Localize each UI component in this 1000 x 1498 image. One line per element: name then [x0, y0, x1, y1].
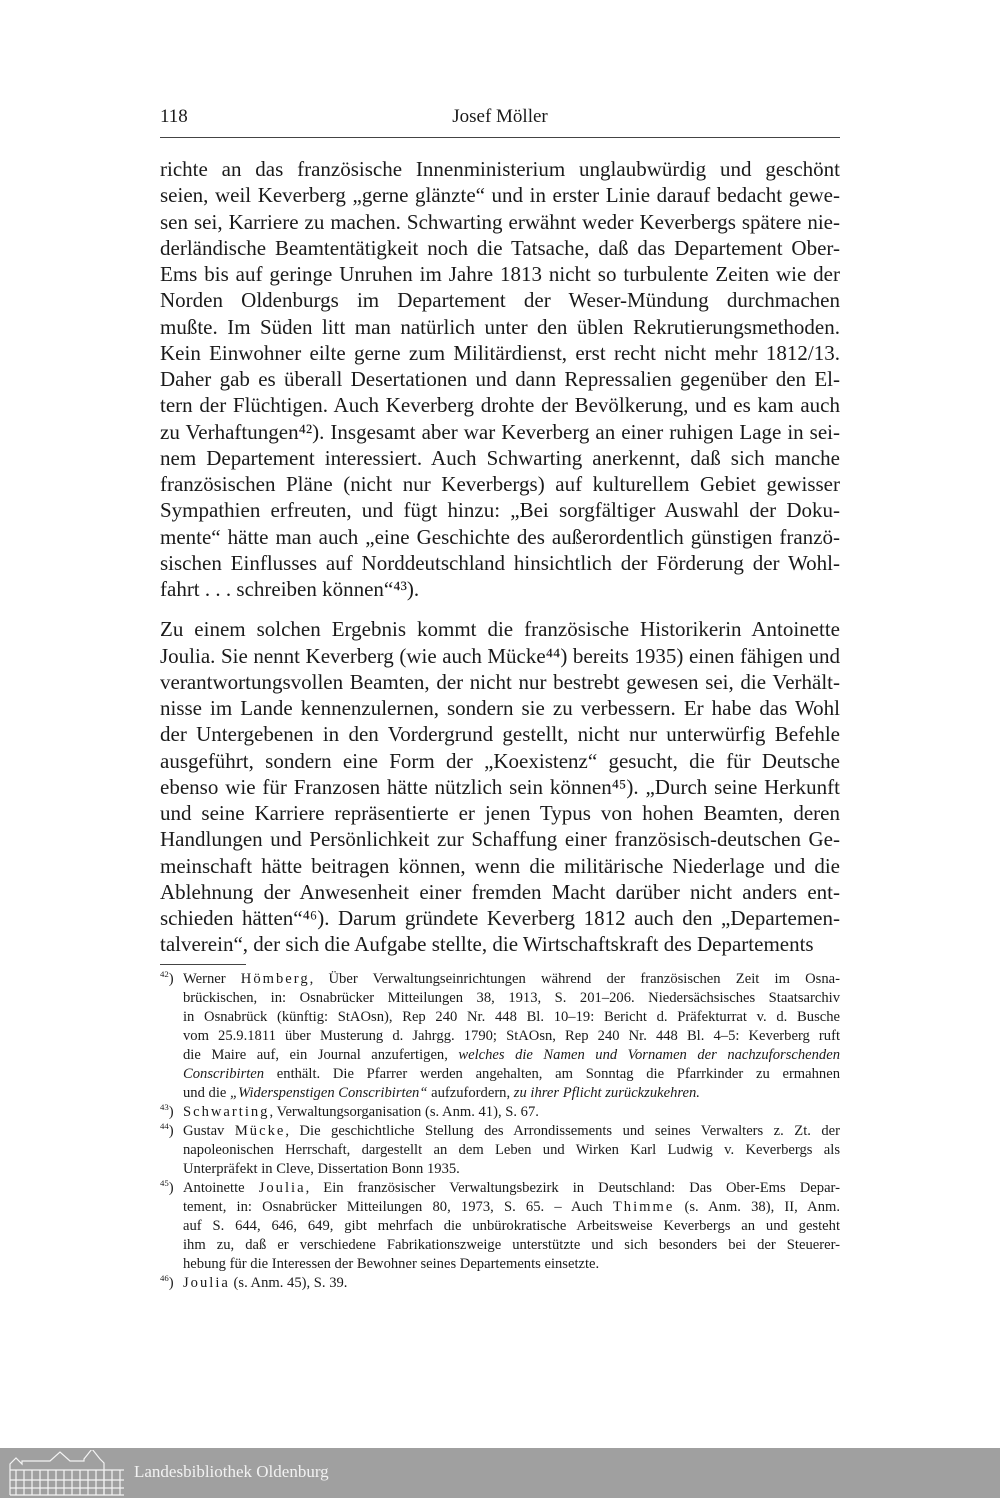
- text-line: derländische Beamtentätigkeit noch die Tatsache, daß das Departement Ober-: [160, 235, 840, 260]
- footnote-text: die Maire auf, ein Journal anzufertigen,: [183, 1047, 459, 1063]
- text-line: Norden Oldenburgs im Departement der Weser-Mündung durchmachen: [160, 288, 840, 313]
- footnote-line: [183, 1046, 840, 1065]
- text-line: Ablehnung der Anwesenheit einer fremden Macht darüber nicht anders ent-: [160, 879, 840, 904]
- text-line: richte an das französische Innenministerium unglaubwürdig und geschönt: [160, 157, 840, 181]
- italic-text: Conscribirten: [183, 1066, 265, 1082]
- footnote-text: ihm zu, daß er verschiedene Fabrikationszweige unterstützte und sich besonders bei der Steuerer-: [183, 1237, 840, 1253]
- footnote-line: [183, 989, 840, 1008]
- author-name: Schwarting: [183, 1104, 270, 1120]
- footnote: [160, 1179, 840, 1274]
- footnote-text: , Ein französischer Verwaltungsbezirk in Deutschland: Das Ober-Ems Depar-: [305, 1180, 840, 1196]
- text-line: Ems bis auf geringe Unruhen im Jahre 1813 nicht so turbulente Zeiten wie der: [160, 262, 840, 286]
- footnote-text: auf S. 644, 646, 649, gibt mehrfach die unbürokratische Arbeitsweise Keverbergs an und gesteht: [183, 1218, 840, 1234]
- footnote-text: enthält. Die Pfarrer werden angehalten, am Sonntag die Pfarrkinder zu ermahnen: [264, 1066, 840, 1082]
- footnote-text: tement, in: Osnabrücker Mitteilungen 80, 1973, S. 65. – Auch: [183, 1199, 613, 1215]
- author-name: Hömberg: [240, 971, 310, 987]
- text-line: Daher gab es überall Desertationen und dann Repressalien gegenüber den El-: [160, 367, 840, 391]
- text-line: verantwortungsvollen Beamten, der nicht nur bestrebt gewesen sei, die Verhält-: [160, 669, 840, 694]
- text-line: Joulia. Sie nennt Keverberg (wie auch Mücke⁴⁴) bereits 1935) einen fähigen und: [160, 643, 840, 668]
- footnote-number: $^{46}$): [160, 1273, 174, 1291]
- footnote-text: Gustav: [183, 1123, 235, 1139]
- main-text: [160, 156, 840, 972]
- text-line: Handlungen und Persönlichkeit zur Schaffung einer französisch-deutschen Ge-: [160, 827, 840, 852]
- text-line: nisse im Lande kennenzulernen, sondern sie zu verbessern. Er habe das Wohl: [160, 696, 840, 720]
- text-line: Zu einem solchen Ergebnis kommt die französische Historikerin Antoinette: [160, 617, 840, 642]
- footnote-text: , Verwaltungsorganisation (s. Anm. 41), S. 67.: [269, 1104, 539, 1120]
- footnote-text: (s. Anm. 38), II, Anm.: [674, 1199, 841, 1215]
- library-name: Landesbibliothek Oldenburg: [134, 1462, 329, 1481]
- author-name: Joulia: [258, 1180, 306, 1196]
- footnote-text: napoleonischen Herrschaft, dargestellt an dem Leben und Wirken Karl Ludwig v. Keverbergs als: [183, 1142, 840, 1158]
- footnote-line: [183, 1084, 840, 1103]
- footnote-line: [183, 1255, 840, 1274]
- footnote-separator: [160, 964, 246, 965]
- footnote-line: [183, 1179, 840, 1198]
- author-name: Thimme: [612, 1199, 675, 1215]
- footnote: [160, 1103, 840, 1122]
- text-line: seien, weil Keverberg „gerne glänzte“ und in erster Linie darauf bedacht gewe-: [160, 183, 840, 208]
- footnotes: [160, 970, 840, 1293]
- footnote-text: , Die geschichtliche Stellung des Arrondissements und seines Verwalters z. Zt. der: [285, 1123, 841, 1139]
- text-line: meinschaft hätte beitragen können, wenn die militärische Niederlage und die: [160, 853, 840, 878]
- footnote-text: vom 25.9.1811 über Musterung d. Jahrgg. 1790; StAOsn, Rep 240 Nr. 448 Bl. 4–5: Keverberg ruft: [183, 1028, 840, 1044]
- footnote-line: [183, 1236, 840, 1255]
- text-line: ebenso wie für Franzosen hätte nützlich sein können⁴⁵). „Durch seine Herkunft: [160, 774, 840, 799]
- footnote: [160, 1274, 840, 1293]
- text-line: tern der Flüchtigen. Auch Keverberg drohte der Bevölkerung, und es kam auch: [160, 393, 840, 418]
- footnote-line: [183, 1198, 840, 1217]
- footnote-line: [183, 1274, 840, 1293]
- footnote: [160, 1122, 840, 1179]
- footnote-text: brückischen, in: Osnabrücker Mitteilungen 38, 1913, S. 201–206. Niedersächsisches Staatsarchiv: [183, 990, 840, 1006]
- footnote-number: $^{45}$): [160, 1178, 174, 1196]
- footnote: [160, 970, 840, 1103]
- page-number: 118: [160, 106, 188, 127]
- text-line: französischen Pläne (nicht nur Keverbergs) auf kulturellem Gebiet gewisser: [160, 472, 840, 496]
- footnote-line: [183, 1160, 840, 1179]
- footnote-text: , Über Verwaltungseinrichtungen während der französischen Zeit im Osna-: [309, 971, 840, 987]
- paragraph: [160, 616, 840, 957]
- text-line: mente“ hätte man auch „eine Geschichte des außerordentlich günstigen franzö-: [160, 524, 840, 549]
- text-line: fahrt . . . schreiben können“⁴³).: [160, 577, 420, 601]
- italic-text: zu ihrer Pflicht zurückzukehren.: [513, 1085, 700, 1101]
- footnote-line: [183, 1027, 840, 1046]
- footnote-text: und die: [183, 1085, 231, 1101]
- running-head-author: Josef Möller: [452, 106, 548, 127]
- footnote-text: hebung für die Interessen der Bewohner seines Departements einsetzte.: [183, 1256, 600, 1272]
- footnote-text: Unterpräfekt in Cleve, Dissertation Bonn 1935.: [183, 1161, 460, 1177]
- text-line: schieden hätten“⁴⁶). Darum gründete Keverberg 1812 auch den „Departemen-: [160, 906, 840, 930]
- text-line: nem Departement interessiert. Auch Schwarting anerkennt, daß sich manche: [160, 445, 840, 470]
- footnote-number: $^{42}$): [160, 969, 174, 987]
- footnote-text: (s. Anm. 45), S. 39.: [229, 1275, 348, 1291]
- author-name: Mücke: [234, 1123, 286, 1139]
- text-line: zu Verhaftungen⁴²). Insgesamt aber war Keverberg an einer ruhigen Lage in sei-: [160, 419, 840, 444]
- text-line: Sympathien erfreuten, und fügt hinzu: „Bei sorgfältiger Auswahl der Doku-: [160, 498, 840, 523]
- footnote-text: in Osnabrück (künftig: StAOsn), Rep 240 Nr. 448 Bl. 10–19: Bericht d. Präfekturrat v. d. Busche: [183, 1009, 840, 1025]
- text-line: mußte. Im Süden litt man natürlich unter den üblen Rekrutierungsmethoden.: [160, 314, 840, 339]
- text-line: ausgeführt, sondern eine Form der „Koexistenz“ gesucht, die für Deutsche: [160, 748, 840, 773]
- footnote-line: [183, 1065, 840, 1084]
- footnote-text: Werner: [183, 971, 241, 987]
- text-line: der Untergebenen in den Vordergrund gestellt, nicht nur unterwürfig Befehle: [160, 722, 840, 747]
- author-name: Joulia: [183, 1275, 230, 1291]
- footnote-number: $^{44}$): [160, 1121, 174, 1139]
- library-building-icon: [8, 1450, 126, 1496]
- footnote-text: aufzufordern,: [427, 1085, 514, 1101]
- text-line: Kein Einwohner eilte gerne zum Militärdienst, erst recht nicht mehr 1812/13.: [160, 340, 840, 365]
- library-footer-bar: [0, 1448, 1000, 1498]
- text-line: talverein“, der sich die Aufgabe stellte, die Wirtschaftskraft des Departements: [160, 932, 814, 957]
- paragraph: [160, 156, 840, 602]
- text-line: und seine Karriere repräsentierte er jenen Typus von hohen Beamten, deren: [160, 801, 840, 825]
- italic-text: welches die Namen und Vornamen der nachzuforschenden: [458, 1047, 840, 1063]
- running-header: [160, 106, 840, 132]
- footnote-line: [183, 1008, 840, 1027]
- text-line: sen sei, Karriere zu machen. Schwarting erwähnt weder Keverbergs spätere nie-: [160, 209, 840, 234]
- footnote-number: $^{43}$): [160, 1102, 174, 1120]
- text-line: sischen Einflusses auf Norddeutschland hinsichtlich der Förderung der Wohl-: [160, 550, 840, 575]
- footnote-line: [183, 970, 840, 989]
- footnote-line: [183, 1217, 840, 1236]
- footnote-line: [183, 1141, 840, 1160]
- header-rule: [160, 137, 840, 138]
- footnote-line: [183, 1122, 840, 1141]
- footnote-text: Antoinette: [183, 1180, 259, 1196]
- footnote-line: [183, 1103, 840, 1122]
- italic-text: „Widerspenstigen Conscribirten“: [230, 1085, 428, 1101]
